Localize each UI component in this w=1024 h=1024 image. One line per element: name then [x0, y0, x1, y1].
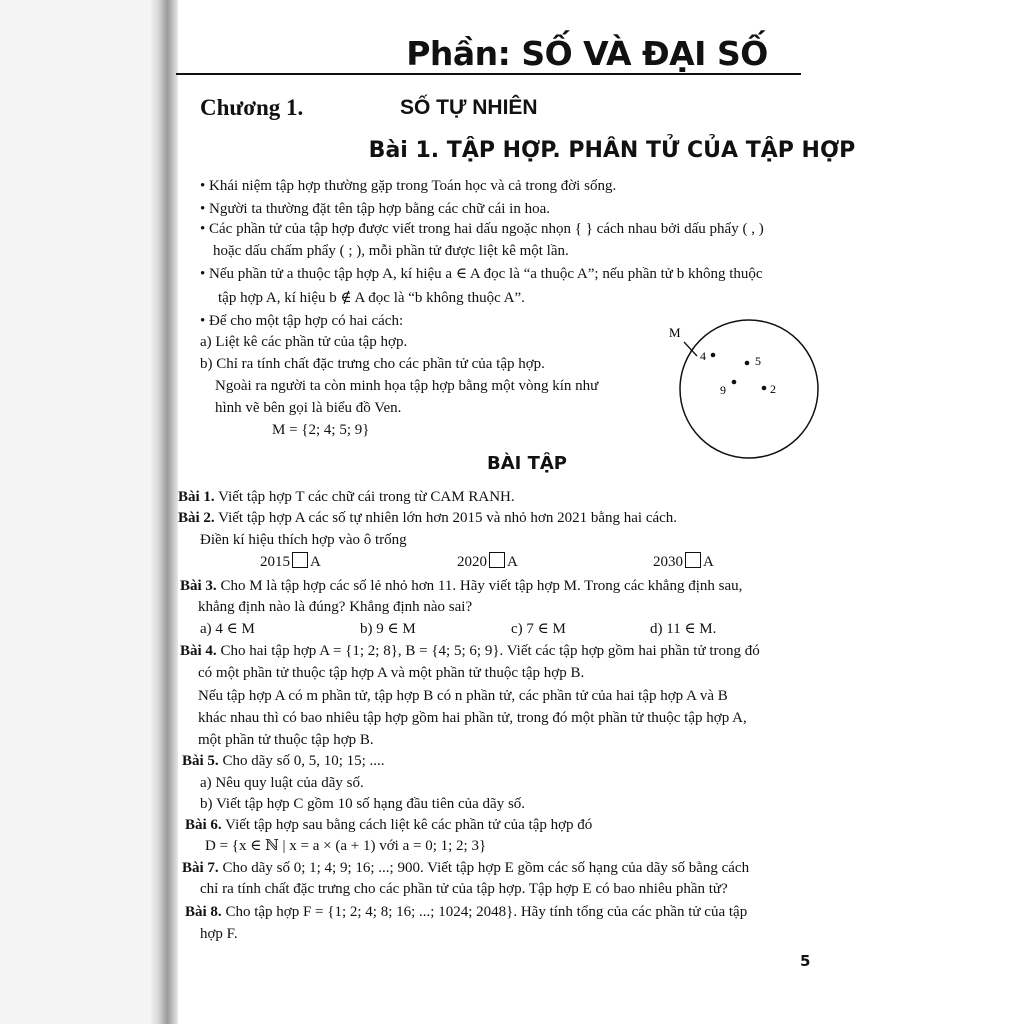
part-title: Phần: SỐ VÀ ĐẠI SỐ: [406, 34, 768, 73]
venn-element: 5: [755, 354, 761, 368]
exercise-6: [185, 815, 592, 836]
venn-point: [762, 386, 767, 391]
option: d) 11 ∈ M.: [650, 621, 717, 637]
exercise-8: [185, 902, 747, 923]
exercise-label: Bài 7.: [182, 860, 219, 876]
chapter-title: SỐ TỰ NHIÊN: [400, 96, 538, 119]
option: b) 9 ∈ M: [360, 621, 416, 637]
formula-d: D = {x ∈ ℕ | x = a × (a + 1) với a = 0; 1; 2; 3}: [205, 838, 487, 854]
exercise-text: chỉ ra tính chất đặc trưng cho các phần tử của tập hợp. Tập hợp E có bao nhiêu phần tử?: [200, 881, 728, 897]
theory-line: • Để cho một tập hợp có hai cách:: [200, 313, 404, 329]
theory-line: • Khái niệm tập hợp thường gặp trong Toán học và cả trong đời sống.: [200, 178, 617, 194]
header-rule: [176, 73, 801, 75]
exercise-text: Viết tập hợp T các chữ cái trong từ CAM RANH.: [218, 489, 515, 505]
theory-line: • Người ta thường đặt tên tập hợp bằng các chữ cái in hoa.: [200, 201, 551, 217]
venn-set-label: M: [669, 325, 681, 340]
theory-line: • Nếu phần tử a thuộc tập hợp A, kí hiệu a ∈ A đọc là “a thuộc A”; nếu phần tử b không thuộc: [200, 266, 763, 282]
exercise-subitem: b) Viết tập hợp C gồm 10 số hạng đầu tiên của dãy số.: [200, 796, 526, 812]
fill-item: 2020 A: [457, 554, 518, 570]
theory-line: b) Chỉ ra tính chất đặc trưng cho các phần tử của tập hợp.: [200, 356, 545, 372]
set-m-definition: M = {2; 4; 5; 9}: [272, 422, 370, 438]
exercise-subitem: a) Nêu quy luật của dãy số.: [200, 775, 364, 791]
exercise-text: Nếu tập hợp A có m phần tử, tập hợp B có n phần tử, các phần tử của hai tập hợp A và B: [198, 688, 728, 704]
exercise-text: hợp F.: [200, 926, 238, 942]
venn-diagram: [660, 318, 820, 468]
exercise-text: Cho tập hợp F = {1; 2; 4; 8; 16; ...; 1024; 2048}. Hãy tính tổng của các phần tử của tập: [225, 904, 748, 920]
exercise-text: khẳng định nào là đúng? Khẳng định nào sai?: [198, 599, 473, 615]
fill-item: 2030 A: [653, 554, 714, 570]
option: c) 7 ∈ M: [511, 621, 566, 637]
answer-box[interactable]: [685, 552, 701, 568]
exercise-1: [178, 487, 515, 508]
option: a) 4 ∈ M: [200, 621, 255, 637]
exercise-text: một phần tử thuộc tập hợp B.: [198, 732, 374, 748]
exercise-label: Bài 4.: [180, 643, 217, 659]
theory-line: • Các phần tử của tập hợp được viết trong hai dấu ngoặc nhọn { } cách nhau bởi dấu phẩy ( , ): [200, 221, 764, 237]
venn-point: [732, 380, 737, 385]
venn-label-pointer: [684, 342, 697, 356]
theory-line: hình vẽ bên gọi là biểu đồ Ven.: [215, 400, 402, 416]
exercise-7: [182, 858, 749, 879]
venn-element: 4: [700, 349, 706, 363]
exercise-text: Cho dãy số 0; 1; 4; 9; 16; ...; 900. Viết tập hợp E gồm các số hạng của dãy số bằng cách: [222, 860, 750, 876]
exercise-4: [180, 641, 760, 662]
page-number: 5: [800, 952, 811, 970]
answer-box[interactable]: [489, 552, 505, 568]
exercise-text: Cho M là tập hợp các số lẻ nhỏ hơn 11. Hãy viết tập hợp M. Trong các khẳng định sau,: [220, 578, 743, 594]
theory-line: hoặc dấu chấm phẩy ( ; ), mỗi phần tử được liệt kê một lần.: [213, 243, 569, 259]
exercise-text: Viết tập hợp A các số tự nhiên lớn hơn 2015 và nhỏ hơn 2021 bằng hai cách.: [218, 510, 678, 526]
exercise-label: Bài 5.: [182, 753, 219, 769]
answer-box[interactable]: [292, 552, 308, 568]
exercise-text: có một phần tử thuộc tập hợp A và một phần tử thuộc tập hợp B.: [198, 665, 585, 681]
theory-line: tập hợp A, kí hiệu b ∉ A đọc là “b không thuộc A”.: [218, 290, 525, 306]
exercise-label: Bài 1.: [178, 489, 215, 505]
theory-line: Ngoài ra người ta còn minh họa tập hợp bằng một vòng kín như: [215, 378, 599, 394]
venn-element: 2: [770, 382, 776, 396]
exercise-label: Bài 8.: [185, 904, 222, 920]
exercises-title: BÀI TẬP: [486, 453, 567, 474]
exercise-label: Bài 6.: [185, 817, 222, 833]
venn-circle: [680, 320, 818, 458]
lesson-title: Bài 1. TẬP HỢP. PHÂN TỬ CỦA TẬP HỢP: [368, 138, 856, 163]
venn-point: [745, 361, 750, 366]
venn-element: 9: [720, 383, 726, 397]
exercise-5: [182, 751, 385, 772]
exercise-text: Viết tập hợp sau bằng cách liệt kê các phần tử của tập hợp đó: [225, 817, 593, 833]
venn-point: [711, 353, 716, 358]
exercise-text: khác nhau thì có bao nhiêu tập hợp gồm hai phần tử, trong đó một phần tử thuộc tập hợp A,: [198, 710, 747, 726]
exercise-label: Bài 3.: [180, 578, 217, 594]
exercise-text: Cho dãy số 0, 5, 10; 15; ....: [222, 753, 385, 769]
theory-line: a) Liệt kê các phần tử của tập hợp.: [200, 334, 408, 350]
exercise-label: Bài 2.: [178, 510, 215, 526]
exercise-2-instruction: Điền kí hiệu thích hợp vào ô trống: [200, 532, 407, 548]
exercise-text: Cho hai tập hợp A = {1; 2; 8}, B = {4; 5; 6; 9}. Viết các tập hợp gồm hai phần tử trong đó: [220, 643, 760, 659]
chapter-label: Chương 1.: [200, 95, 304, 120]
exercise-3: [180, 576, 742, 597]
exercise-2: [178, 508, 677, 529]
fill-item: 2015 A: [260, 554, 321, 570]
